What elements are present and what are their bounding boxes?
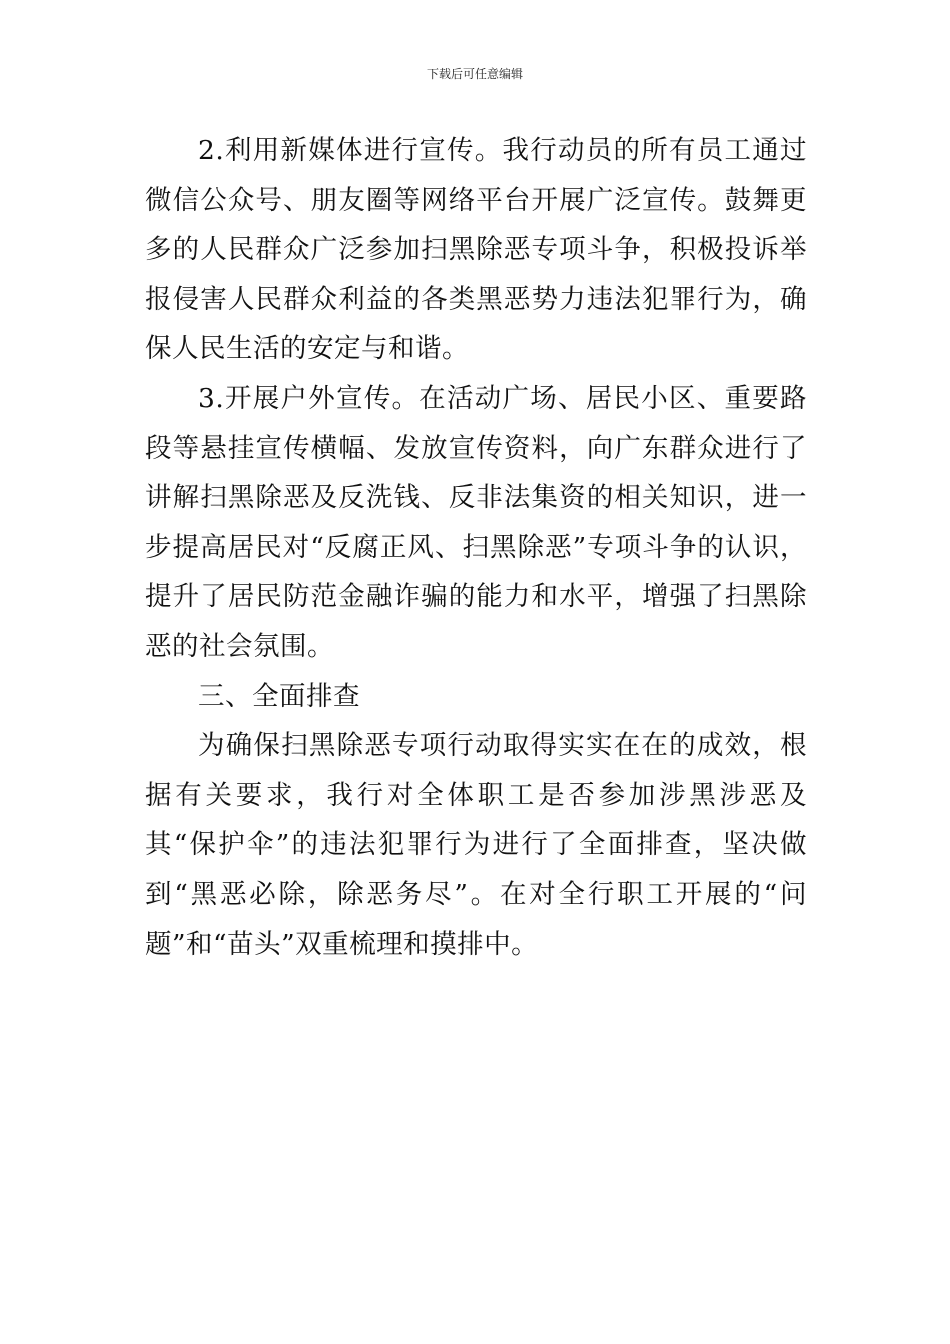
paragraph-new-media-publicity: 2.利用新媒体进行宣传。我行动员的所有员工通过微信公众号、朋友圈等网络平台开展广泛宣传。鼓舞更多的人民群众广泛参加扫黑除恶专项斗争，积极投诉举报侵害人民群众利益的各类黑恶势力违法犯罪行为，确保人民生活的安定与和谐。 <box>145 135 807 365</box>
header-note: 下载后可任意编辑 <box>426 67 523 81</box>
section-heading-comprehensive-investigation: 三、全面排查 <box>198 680 360 712</box>
paragraph-outdoor-publicity: 3.开展户外宣传。在活动广场、居民小区、重要路段等悬挂宣传横幅、发放宣传资料，向广东群众进行了讲解扫黑除恶及反洗钱、反非法集资的相关知识，进一步提高居民对“反腐正风、扫黑除恶”专项斗争的认识，提升了居民防范金融诈骗的能力和水平，增强了扫黑除恶的社会氛围。 <box>145 382 807 662</box>
document-body <box>145 126 807 969</box>
paragraph-investigation-details: 为确保扫黑除恶专项行动取得实实在在的成效，根据有关要求，我行对全体职工是否参加涉黑涉恶及其“保护伞”的违法犯罪行为进行了全面排查，坚决做到“黑恶必除，除恶务尽”。在对全行职工开展的“问题”和“苗头”双重梳理和摸排中。 <box>145 730 807 960</box>
